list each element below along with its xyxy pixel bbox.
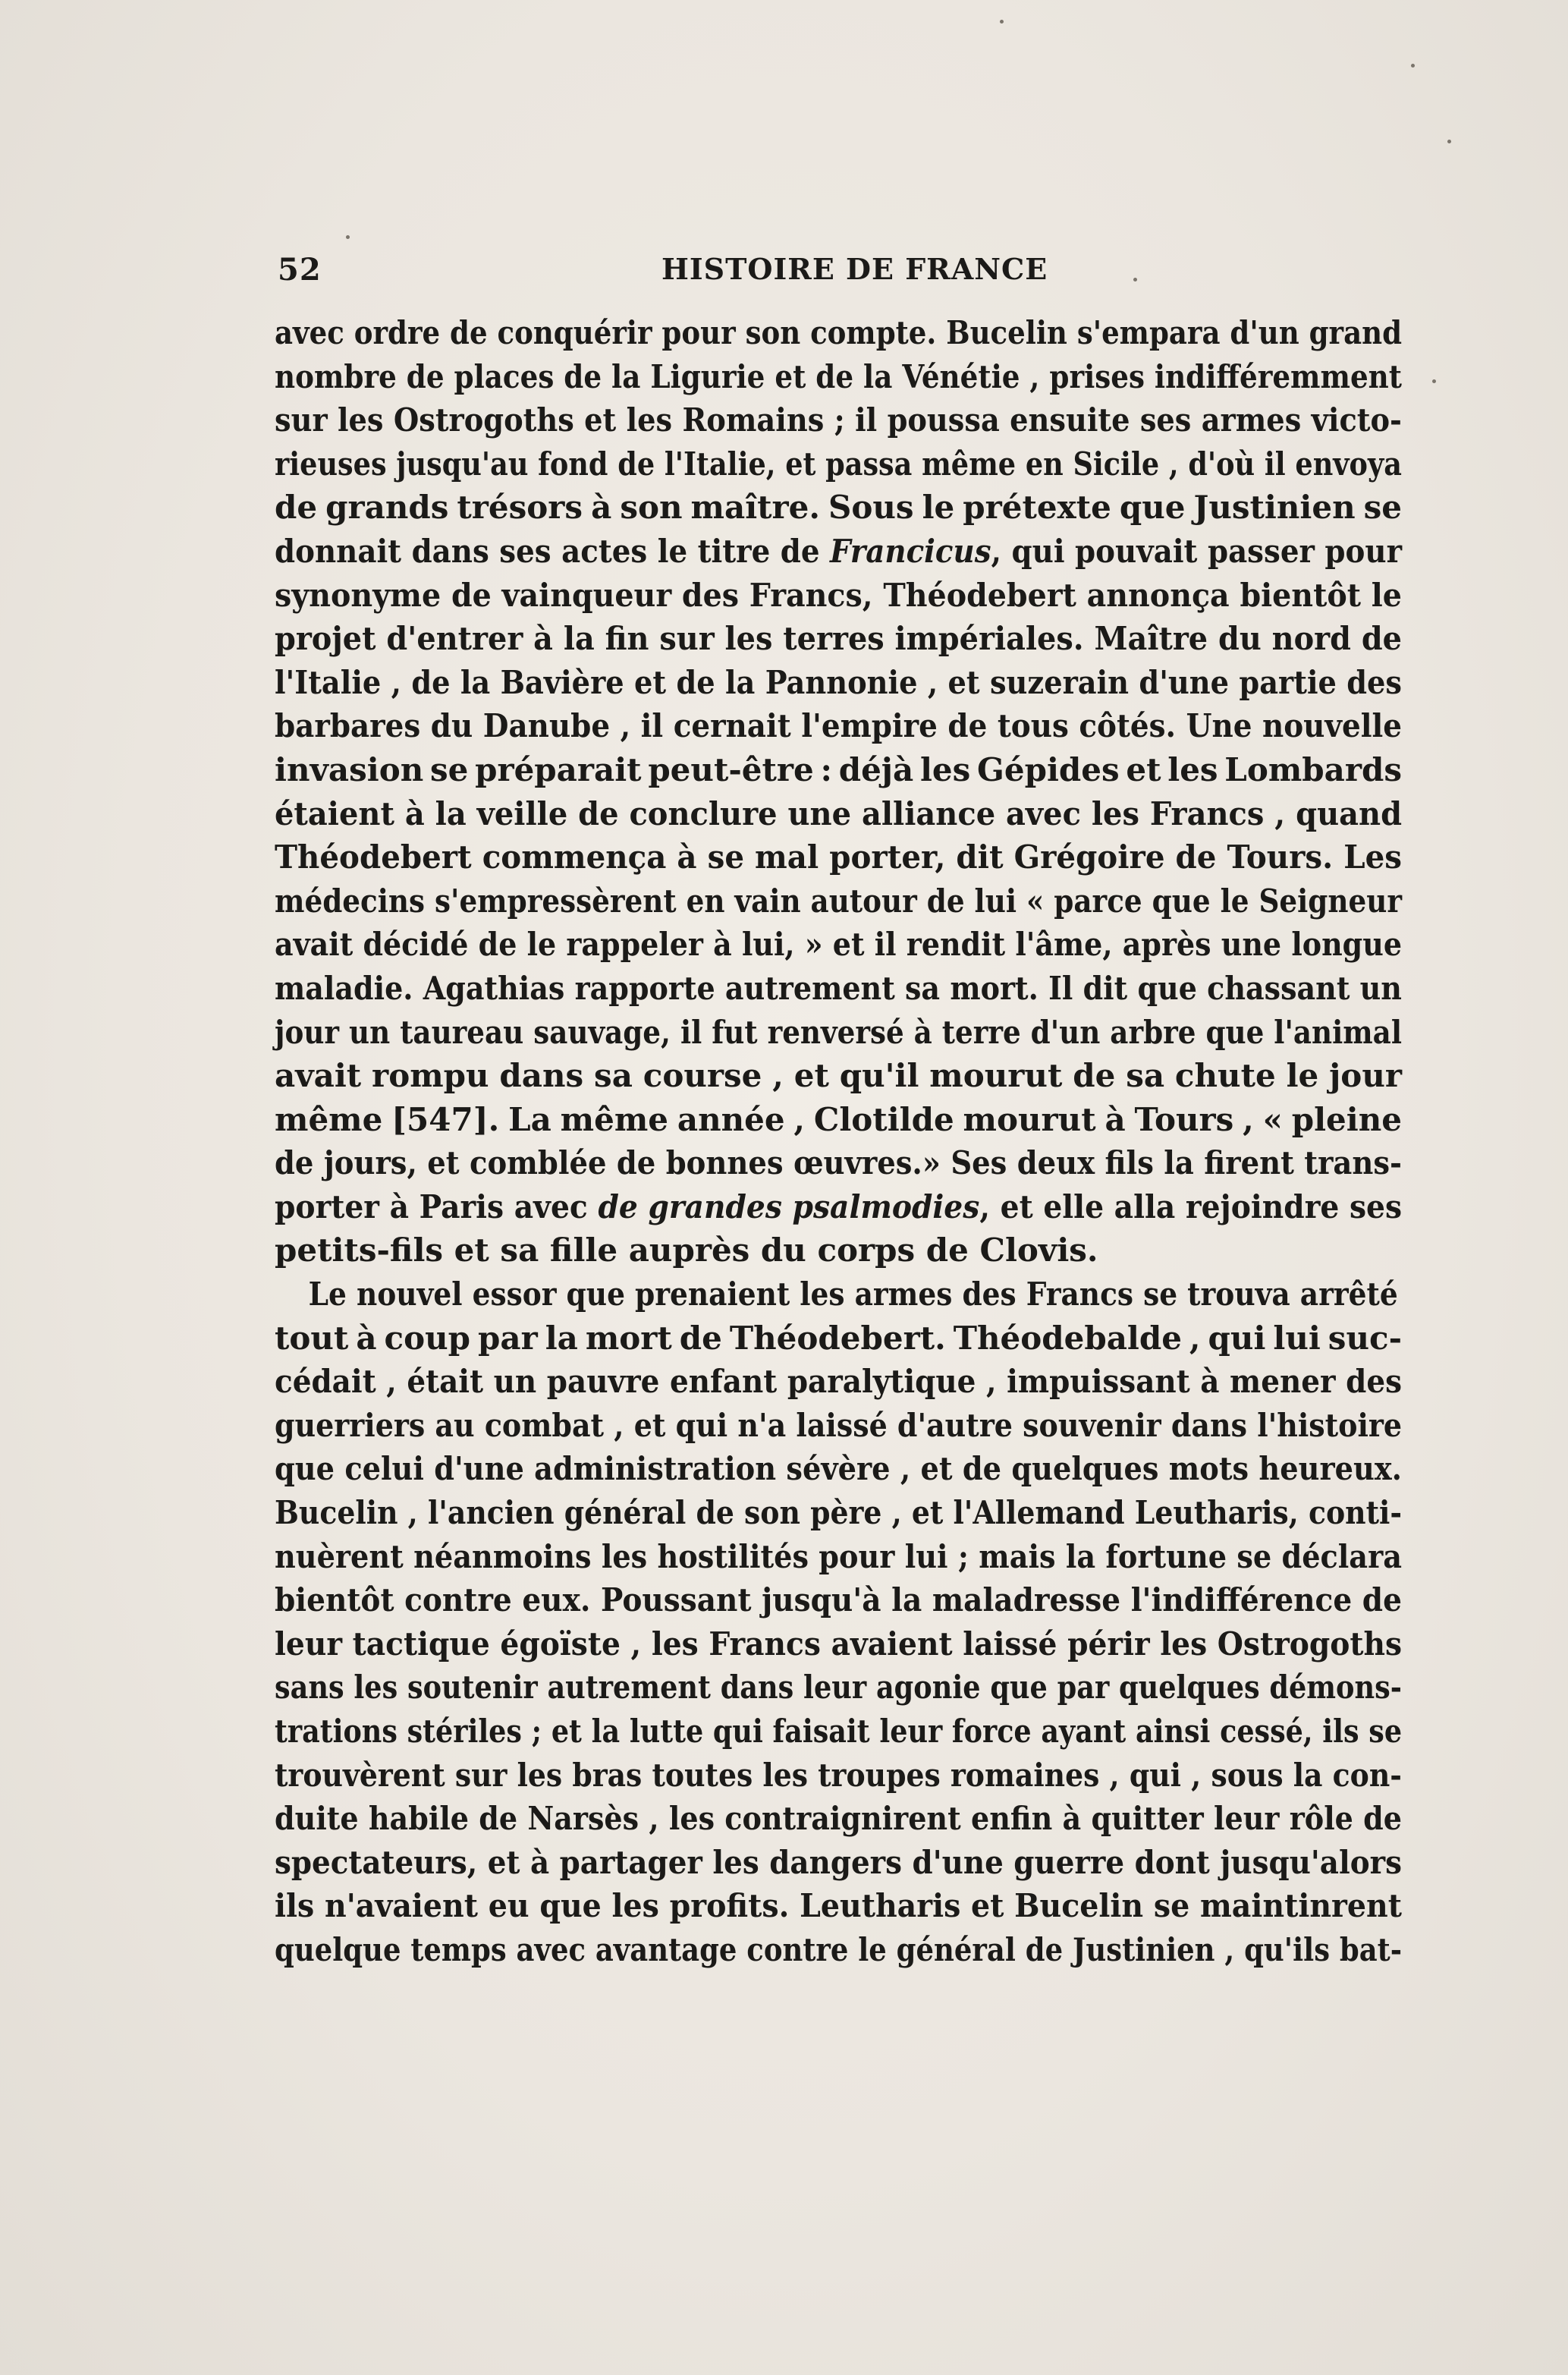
text-line: trations stériles ; et la lutte qui faisait leur force ayant ainsi cessé, ils se (275, 1713, 1403, 1750)
text-line: tout à coup par la mort de Théodebert. Théodebalde , qui lui suc- (275, 1319, 1402, 1357)
text-line: trouvèrent sur les bras toutes les troupes romaines , qui , sous la con- (275, 1756, 1402, 1794)
text-line: cédait , était un pauvre enfant paralytique , impuissant à mener des (275, 1363, 1403, 1401)
page-number: 52 (278, 252, 322, 288)
text-line: avait décidé de le rappeler à lui, » et il rendit l'âme, après une longue (275, 926, 1403, 964)
text-line: même [547]. La même année , Clotilde mourut à Tours , « pleine (275, 1100, 1402, 1138)
text-line: ils n'avaient eu que les profits. Leutharis et Bucelin se maintinrent (275, 1887, 1402, 1925)
text-line: médecins s'empressèrent en vain autour de lui « parce que le Seigneur (275, 882, 1403, 920)
text-line: synonyme de vainqueur des Francs, Théodebert annonça bientôt le (275, 576, 1402, 614)
text-line: nombre de places de la Ligurie et de la Vénétie , prises indifféremment (275, 357, 1402, 395)
text-line: bientôt contre eux. Poussant jusqu'à la maladresse l'indifférence de (275, 1581, 1402, 1619)
paper-speck (1447, 140, 1451, 143)
italic-phrase: de grandes psalmodies (598, 1188, 980, 1225)
text-line: guerriers au combat , et qui n'a laissé d'autre souvenir dans l'histoire (275, 1406, 1403, 1444)
text-line: avait rompu dans sa course , et qu'il mourut de sa chute le jour (275, 1057, 1402, 1095)
text-line: porter à Paris avec de grandes psalmodies, et elle alla rejoindre ses (275, 1185, 1402, 1229)
text-line: barbares du Danube , il cernait l'empire de tous côtés. Une nouvelle (275, 707, 1402, 745)
text-line: Le nouvel essor que prenaient les armes des Francs se trouva arrêté (308, 1276, 1398, 1313)
text-line: invasion se préparait peut-être : déjà les Gépides et les Lombards (275, 750, 1402, 788)
text-line: rieuses jusqu'au fond de l'Italie, et passa même en Sicile , d'où il envoya (275, 445, 1402, 483)
text-line: duite habile de Narsès , les contraignirent enfin à quitter leur rôle de (275, 1800, 1403, 1838)
text-line: étaient à la veille de conclure une alliance avec les Francs , quand (275, 794, 1403, 832)
text-line: quelque temps avec avantage contre le général de Justinien , qu'ils bat- (275, 1930, 1403, 1968)
paper-speck (1432, 379, 1436, 383)
running-head (278, 252, 1400, 290)
text-line: sur les Ostrogoths et les Romains ; il poussa ensuite ses armes victo- (275, 401, 1402, 439)
text-line: Bucelin , l'ancien général de son père , et l'Allemand Leutharis, conti- (275, 1494, 1403, 1532)
text-line: de jours, et comblée de bonnes œuvres.» Ses deux fils la firent trans- (275, 1144, 1403, 1182)
running-title: HISTOIRE DE FRANCE (661, 252, 1048, 286)
text-line: petits-fils et sa fille auprès du corps de Clovis. (275, 1232, 1098, 1269)
paper-speck (1411, 64, 1415, 68)
paper-speck (1000, 20, 1004, 24)
body-text (275, 311, 1402, 1972)
text-line: Théodebert commença à se mal porter, dit Grégoire de Tours. Les (275, 838, 1403, 876)
text-line: spectateurs, et à partager les dangers d'une guerre dont jusqu'alors (275, 1843, 1402, 1881)
text-line: de grands trésors à son maître. Sous le prétexte que Justinien se (275, 489, 1403, 527)
text-line: maladie. Agathias rapporte autrement sa mort. Il dit que chassant un (275, 969, 1402, 1007)
text-line: l'Italie , de la Bavière et de la Pannonie , et suzerain d'une partie des (275, 663, 1403, 701)
text-line: leur tactique égoïste , les Francs avaient laissé périr les Ostrogoths (275, 1625, 1403, 1662)
text-line: donnait dans ses actes le titre de Francicus, qui pouvait passer pour (275, 530, 1402, 574)
text-line: que celui d'une administration sévère , et de quelques mots heureux. (275, 1450, 1403, 1488)
text-line: jour un taureau sauvage, il fut renversé à terre d'un arbre que l'animal (275, 1013, 1402, 1051)
text-line: avec ordre de conquérir pour son compte. Bucelin s'empara d'un grand (275, 314, 1403, 351)
paper-speck (346, 235, 350, 239)
text-line: projet d'entrer à la fin sur les terres impériales. Maître du nord de (275, 620, 1402, 658)
paper-speck (1133, 278, 1137, 282)
text-line: nuèrent néanmoins les hostilités pour lui ; mais la fortune se déclara (275, 1537, 1402, 1575)
text-line: sans les soutenir autrement dans leur agonie que par quelques démons- (275, 1669, 1402, 1707)
italic-word: Francicus (830, 532, 991, 570)
